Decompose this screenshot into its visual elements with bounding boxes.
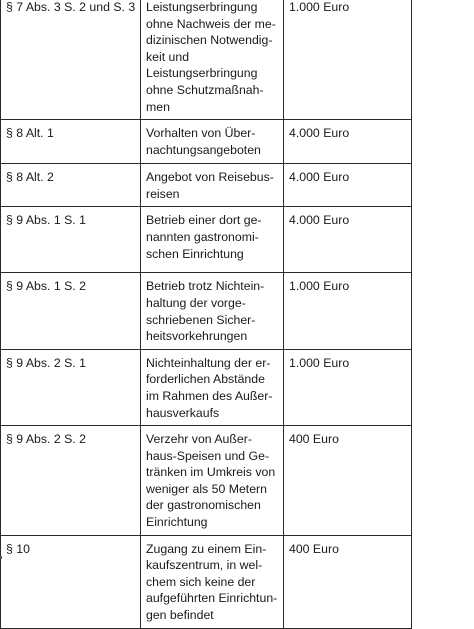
norm-cell: § 9 Abs. 1 S. 1 — [1, 207, 141, 273]
table-row — [1, 120, 412, 164]
offense-cell: Betrieb trotz Nichtein- haltung der vorge- schriebenen Sicher- heitsvorkehrungen — [141, 273, 284, 349]
norm-cell: § 9 Abs. 2 S. 1 — [1, 349, 141, 425]
offense-cell: Vorhalten von Über- nachtungsangeboten — [141, 120, 284, 164]
offense-cell: Leistungserbringung ohne Nachweis der me- dizinischen Notwendig- keit und Leistungserbringung ohne Schutzmaßnah- men — [141, 0, 284, 120]
norm-cell: § 8 Alt. 1 — [1, 120, 141, 164]
offense-cell: Betrieb einer dort ge- nannten gastronomi- schen Einrichtung — [141, 207, 284, 273]
norm-cell: § 8 Alt. 2 — [1, 164, 141, 207]
fine-cell: 1.000 Euro — [284, 0, 412, 120]
page-edge-mark — [0, 556, 2, 559]
fine-cell: 4.000 Euro — [284, 120, 412, 164]
fine-cell: 4.000 Euro — [284, 164, 412, 207]
table-row — [1, 207, 412, 273]
norm-cell: § 9 Abs. 1 S. 2 — [1, 273, 141, 349]
norm-cell: § 7 Abs. 3 S. 2 und S. 3 — [1, 0, 141, 120]
table-row — [1, 0, 412, 120]
fine-cell: 400 Euro — [284, 426, 412, 536]
table-row — [1, 164, 412, 207]
norm-cell: § 9 Abs. 2 S. 2 — [1, 426, 141, 536]
offense-cell: Verzehr von Außer- haus-Speisen und Ge- tränken im Umkreis von weniger als 50 Metern der gastronomischen Einrichtung — [141, 426, 284, 536]
table-row — [1, 426, 412, 536]
fine-cell: 1.000 Euro — [284, 349, 412, 425]
offense-cell: Angebot von Reisebus- reisen — [141, 164, 284, 207]
table-row — [1, 535, 412, 628]
table-row — [1, 349, 412, 425]
offense-cell: Nichteinhaltung der er- forderlichen Abstände im Rahmen des Außer- hausverkaufs — [141, 349, 284, 425]
fine-cell: 4.000 Euro — [284, 207, 412, 273]
fine-cell: 1.000 Euro — [284, 273, 412, 349]
norm-cell: § 10 — [1, 535, 141, 628]
table-row — [1, 273, 412, 349]
offense-cell: Zugang zu einem Ein- kaufszentrum, in wel- chem sich keine der aufgeführten Einrichtun- gen befindet — [141, 535, 284, 628]
fine-cell: 400 Euro — [284, 535, 412, 628]
